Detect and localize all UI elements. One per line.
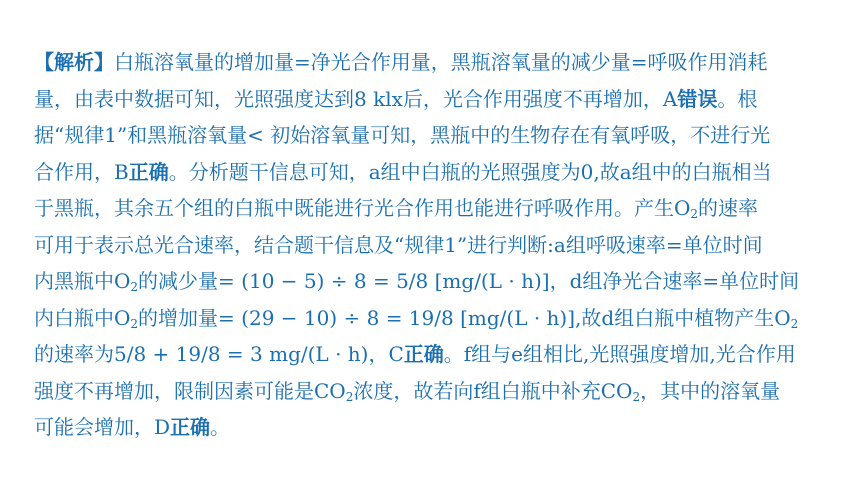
text-segment: 。分析题干信息可知，a组中白瓶的光照强度为0,故a组中的白瓶相当 xyxy=(168,159,772,184)
text-segment: 浓度，故若向f组白瓶中补充CO xyxy=(353,378,633,403)
verdict-correct: 正确 xyxy=(403,342,444,366)
verdict-correct: 正确 xyxy=(128,159,169,184)
text-line-3 xyxy=(34,117,830,154)
text-segment: 。根 xyxy=(717,86,758,111)
subscript: 2 xyxy=(632,389,641,404)
text-line-7 xyxy=(34,263,830,300)
text-segment: 合作用，B xyxy=(34,159,129,184)
text-segment: 。f组与e组相比,光照强度增加,光合作用 xyxy=(443,342,796,366)
text-line-5 xyxy=(34,190,830,227)
text-segment: 的减少量= (10 − 5) ÷ 8 = 5/8 [mg/(L · h)]，d组净光合速率=单位时间 xyxy=(138,269,800,293)
text-segment: 的增加量= (29 − 10) ÷ 8 = 19/8 [mg/(L · h)],故d组白瓶中植物产生O xyxy=(138,305,791,330)
text-line-10 xyxy=(34,373,830,410)
text-segment: 据“规律1”和黑瓶溶氧量< 初始溶氧量可知，黑瓶中的生物存在有氧呼吸，不进行光 xyxy=(34,123,771,147)
text-segment: 可用于表示总光合速率，结合题干信息及“规律1”进行判断:a组呼吸速率=单位时间 xyxy=(34,232,763,257)
subscript: 2 xyxy=(790,316,799,331)
verdict-wrong: 错误 xyxy=(677,86,718,111)
text-segment: ，其中的溶氧量 xyxy=(640,378,781,403)
text-line-2 xyxy=(34,81,830,118)
text-line-6 xyxy=(34,227,830,264)
text-segment: 可能会增加，D xyxy=(34,415,171,439)
text-segment: 白瓶溶氧量的增加量=净光合作用量，黑瓶溶氧量的减少量=呼吸作用消耗 xyxy=(114,50,768,74)
text-segment: 。 xyxy=(210,415,231,439)
subscript: 2 xyxy=(130,316,139,331)
text-segment: 的速率为5/8 + 19/8 = 3 mg/(L · h)，C xyxy=(34,342,404,366)
subscript: 2 xyxy=(130,280,139,294)
text-segment: 的速率 xyxy=(698,196,759,220)
analysis-label: 【解析】 xyxy=(34,50,114,74)
text-segment: 内黑瓶中O xyxy=(34,269,131,293)
subscript: 2 xyxy=(345,389,354,404)
text-line-8 xyxy=(34,300,830,337)
text-line-9 xyxy=(34,336,830,373)
text-line-1 xyxy=(34,44,830,81)
text-line-11 xyxy=(34,409,830,446)
text-segment: 强度不再增加，限制因素可能是CO xyxy=(34,378,346,403)
text-segment: 内白瓶中O xyxy=(34,305,131,330)
text-line-4 xyxy=(34,154,830,191)
text-segment: 于黑瓶，其余五个组的白瓶中既能进行光合作用也能进行呼吸作用。产生O xyxy=(34,196,691,220)
verdict-correct: 正确 xyxy=(170,415,211,439)
analysis-paragraph xyxy=(34,44,830,446)
text-segment: 量，由表中数据可知，光照强度达到8 klx后，光合作用强度不再增加，A xyxy=(34,86,678,111)
subscript: 2 xyxy=(690,207,699,221)
